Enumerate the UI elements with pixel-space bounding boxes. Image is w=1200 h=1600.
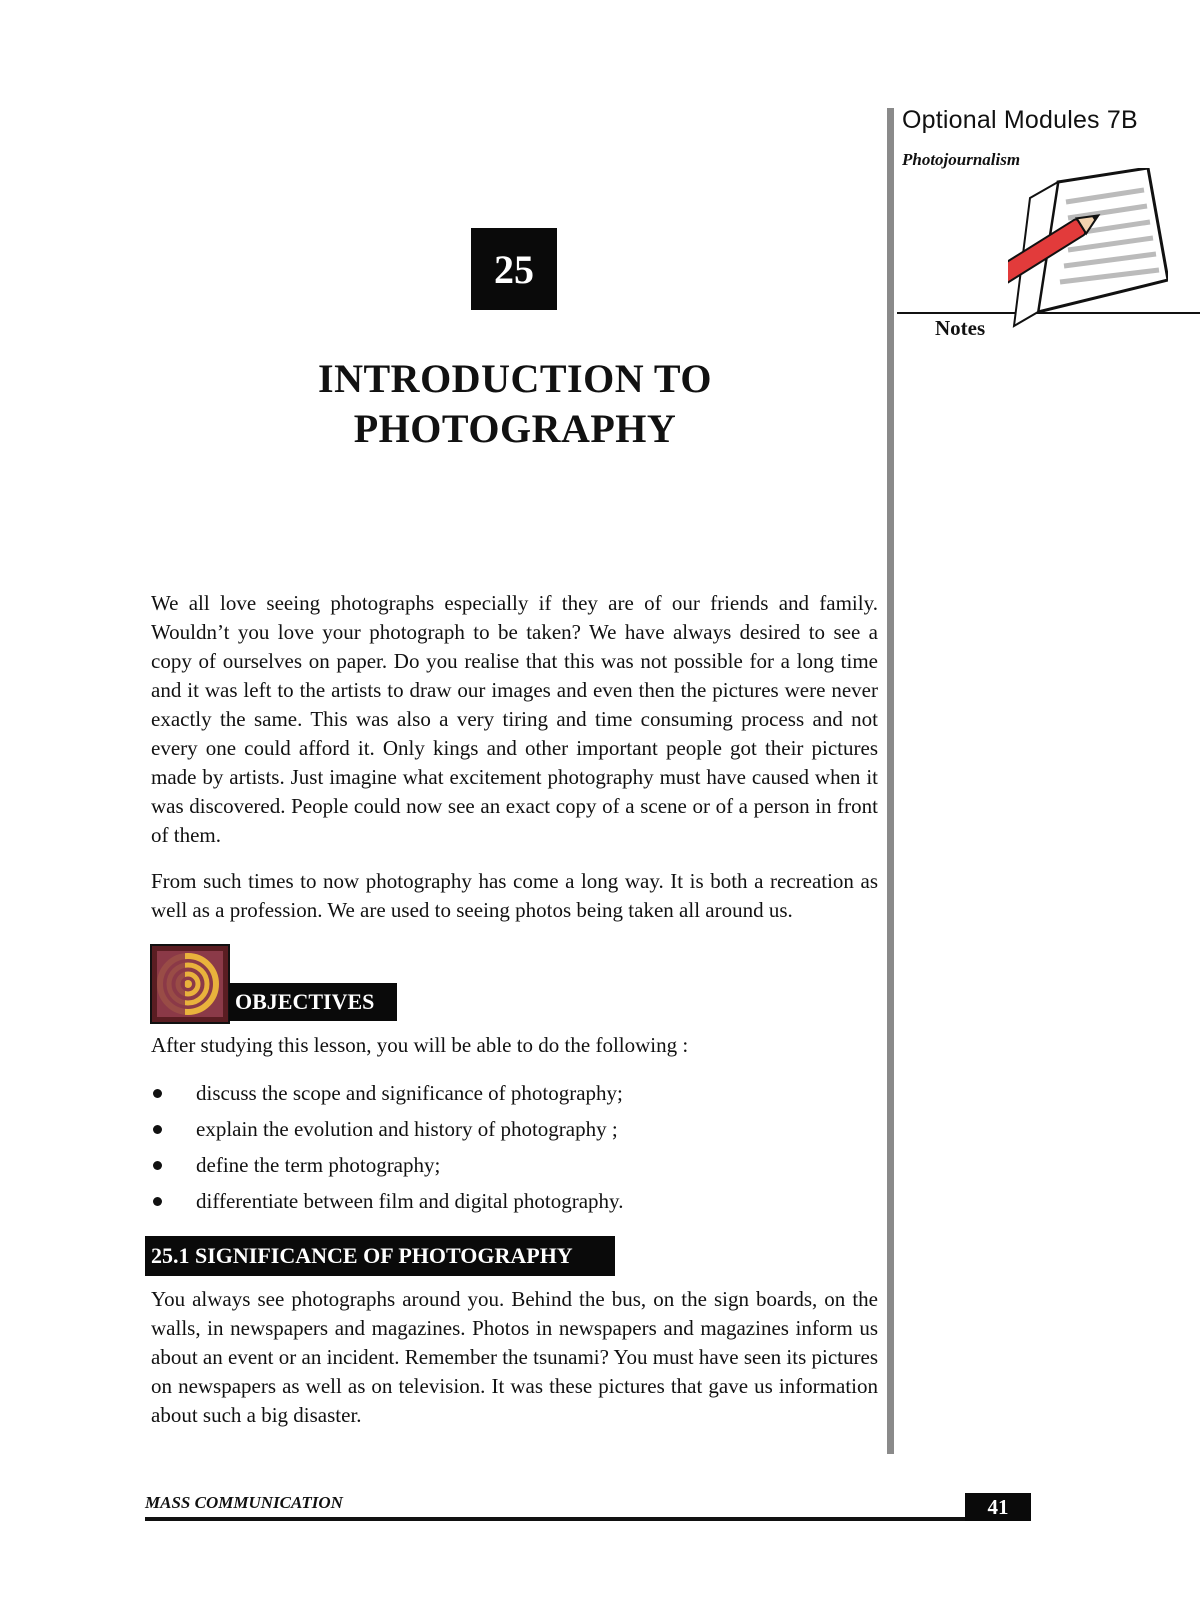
notes-label: Notes <box>935 316 986 340</box>
module-subtitle: Photojournalism <box>902 150 1021 169</box>
intro-paragraph-2: From such times to now photography has come a long way. It is both a recreation as well as a profession. We are used to seeing photos being taken all around us. <box>151 869 878 922</box>
section-paragraph: You always see photographs around you. Behind the bus, on the sign boards, on the walls, in newspapers and magazines. Photos in newspapers and magazines inform us about an event or an incident. Remember the tsunami? You must have seen its pictures on newspapers as well as on television. It was these pictures that gave us information about such a big disaster. <box>151 1287 878 1427</box>
section-heading: 25.1 SIGNIFICANCE OF PHOTOGRAPHY <box>145 1236 615 1276</box>
objectives-list <box>151 1075 871 1219</box>
chapter-title-line-1: INTRODUCTION TO <box>318 356 712 401</box>
bullet-icon <box>153 1089 162 1098</box>
list-item <box>151 1111 871 1147</box>
bullet-icon <box>153 1161 162 1170</box>
list-item <box>151 1147 871 1183</box>
margin-divider <box>887 108 894 1454</box>
objective-text: define the term photography; <box>196 1153 441 1177</box>
intro-paragraph-1: We all love seeing photographs especially if they are of our friends and family. Wouldn’t you love your photograph to be taken? We have always desired to see a copy of ourselves on paper. Do you realise that this was not possible for a long time and it was left to the artists to draw our images and even then the pictures were never exactly the same. This was also a very tiring and time consuming process and not every one could afford it. Only kings and other important people got their pictures made by artists. Just imagine what excitement photography must have caused when it was discovered. People could now see an exact copy of a scene or of a person in front of them. <box>151 591 878 847</box>
chapter-title-line-2: PHOTOGRAPHY <box>353 406 677 451</box>
objective-text: differentiate between film and digital photography. <box>196 1189 624 1213</box>
objective-text: discuss the scope and significance of photography; <box>196 1081 623 1105</box>
chapter-title <box>200 354 830 454</box>
objectives-intro: After studying this lesson, you will be able to do the following : <box>151 1033 689 1057</box>
list-item <box>151 1075 871 1111</box>
chapter-number: 25 <box>471 228 557 310</box>
objective-text: explain the evolution and history of photography ; <box>196 1117 618 1141</box>
target-rings-icon <box>150 944 230 1029</box>
bullet-icon <box>153 1125 162 1134</box>
objectives-heading: OBJECTIVES <box>229 983 397 1021</box>
notepad-pencil-icon <box>1008 168 1168 343</box>
footer-label: MASS COMMUNICATION <box>145 1493 343 1512</box>
page-number: 41 <box>965 1493 1031 1521</box>
module-title: Optional Modules 7B <box>902 106 1138 134</box>
bullet-icon <box>153 1197 162 1206</box>
footer-rule <box>145 1517 1031 1521</box>
list-item <box>151 1183 871 1219</box>
